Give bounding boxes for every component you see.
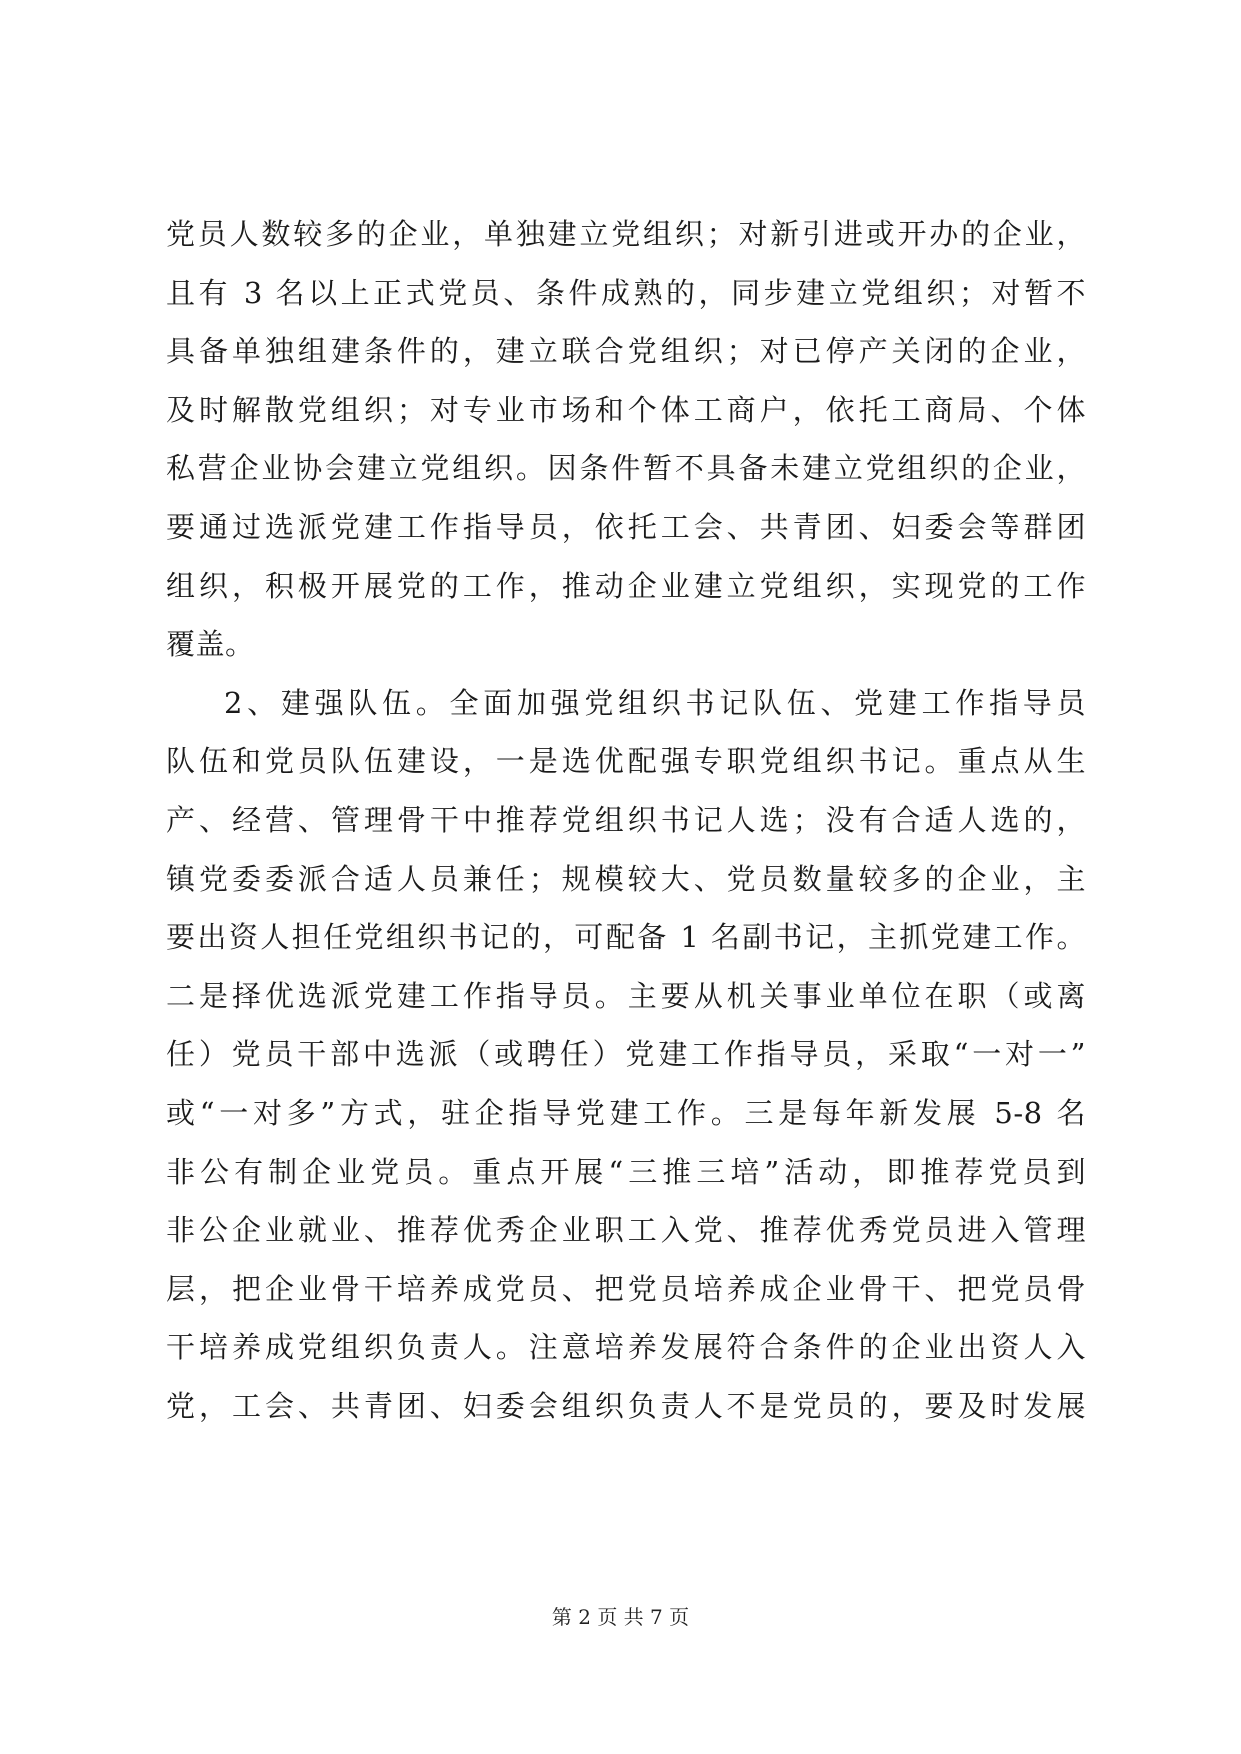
text-line: 要通过选派党建工作指导员，依托工会、共青团、妇委会等群团	[166, 509, 1086, 544]
text-line: 要出资人担任党组织书记的，可配备 1 名副书记，主抓党建工作。	[166, 920, 1086, 955]
text-line: 干培养成党组织负责人。注意培养发展符合条件的企业出资人入	[166, 1330, 1086, 1365]
text-line: 任）党员干部中选派（或聘任）党建工作指导员，采取“一对一”	[166, 1037, 1086, 1072]
text-line: 党员人数较多的企业，单独建立党组织；对新引进或开办的企业，	[166, 217, 1086, 251]
text-line: 及时解散党组织；对专业市场和个体工商户，依托工商局、个体	[166, 392, 1086, 427]
text-line: 非公有制企业党员。重点开展“三推三培”活动，即推荐党员到	[166, 1154, 1086, 1189]
text-line: 且有 3 名以上正式党员、条件成熟的，同步建立党组织；对暂不	[166, 275, 1086, 310]
text-line: 层，把企业骨干培养成党员、把党员培养成企业骨干、把党员骨	[166, 1271, 1086, 1306]
text-line: 具备单独组建条件的，建立联合党组织；对已停产关闭的企业，	[166, 334, 1086, 369]
text-line: 二是择优选派党建工作指导员。主要从机关事业单位在职（或离	[166, 978, 1086, 1013]
text-line: 党，工会、共青团、妇委会组织负责人不是党员的，要及时发展	[166, 1388, 1086, 1423]
text-line: 或“一对多”方式，驻企指导党建工作。三是每年新发展 5-8 名	[166, 1095, 1086, 1130]
text-line: 队伍和党员队伍建设，一是选优配强专职党组织书记。重点从生	[166, 744, 1086, 779]
text-line: 非公企业就业、推荐优秀企业职工入党、推荐优秀党员进入管理	[166, 1213, 1086, 1248]
document-body	[166, 205, 1086, 1435]
text-line: 覆盖。	[166, 627, 255, 662]
page-number-footer: 第 2 页 共 7 页	[551, 1605, 690, 1629]
paragraph-start-line: 2、建强队伍。全面加强党组织书记队伍、党建工作指导员	[224, 685, 1086, 720]
text-line: 私营企业协会建立党组织。因条件暂不具备未建立党组织的企业，	[166, 451, 1086, 486]
text-line: 组织，积极开展党的工作，推动企业建立党组织，实现党的工作	[166, 568, 1086, 603]
text-line: 镇党委委派合适人员兼任；规模较大、党员数量较多的企业，主	[166, 861, 1086, 896]
text-line: 产、经营、管理骨干中推荐党组织书记人选；没有合适人选的，	[166, 802, 1086, 837]
